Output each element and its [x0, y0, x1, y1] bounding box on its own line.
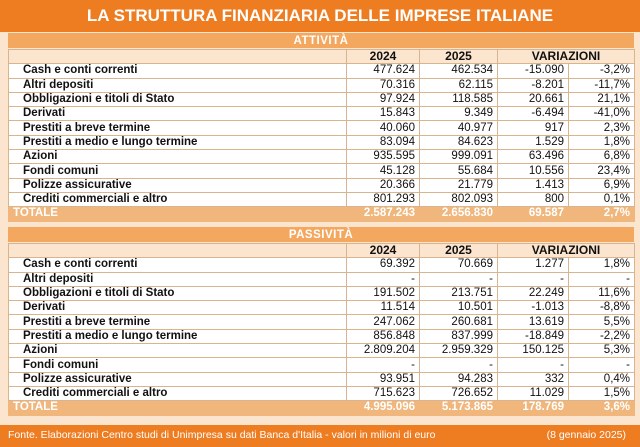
- table-row: [9, 64, 635, 78]
- row-label: Prestiti a medio e lungo termine: [9, 329, 347, 343]
- row-value: 70.316: [347, 78, 420, 92]
- section-band-attivita: ATTIVITÀ: [8, 33, 634, 48]
- row-label: Prestiti a breve termine: [9, 315, 347, 329]
- row-value: 800: [498, 192, 569, 206]
- row-value: 2.959.329: [420, 344, 498, 358]
- row-value: 15.843: [347, 107, 420, 121]
- table-row: [9, 301, 635, 315]
- row-value: 6,9%: [569, 178, 635, 192]
- row-value: -: [347, 272, 420, 286]
- table-row: [9, 258, 635, 272]
- row-label: Obbligazioni e titoli di Stato: [9, 92, 347, 106]
- row-value: 1,8%: [569, 135, 635, 149]
- section-band-passivita: PASSIVITÀ: [8, 227, 634, 242]
- row-value: 935.595: [347, 150, 420, 164]
- row-value: 247.062: [347, 315, 420, 329]
- header-variazioni: VARIAZIONI: [498, 244, 635, 258]
- table-row: [9, 315, 635, 329]
- row-value: 1,8%: [569, 258, 635, 272]
- page-title: LA STRUTTURA FINANZIARIA DELLE IMPRESE ITALIANE: [0, 0, 640, 32]
- table-row: [9, 107, 635, 121]
- header-row: [9, 50, 635, 64]
- row-value: 1.413: [498, 178, 569, 192]
- row-value: -: [347, 358, 420, 372]
- row-value: 191.502: [347, 286, 420, 300]
- header-year: 2024: [347, 50, 420, 64]
- row-value: -: [420, 272, 498, 286]
- row-value: 93.951: [347, 372, 420, 386]
- row-value: -8.201: [498, 78, 569, 92]
- row-value: -18.849: [498, 329, 569, 343]
- source-note: Fonte. Elaborazioni Centro studi di Unimpresa su dati Banca d'Italia - valori in milioni di euro: [8, 429, 436, 441]
- table-row: [9, 178, 635, 192]
- row-value: -2,2%: [569, 329, 635, 343]
- row-value: 40.977: [420, 121, 498, 135]
- row-value: -1.013: [498, 301, 569, 315]
- total-value: 2,7%: [569, 207, 635, 221]
- header-year: 2024: [347, 244, 420, 258]
- row-value: 260.681: [420, 315, 498, 329]
- row-value: 213.751: [420, 286, 498, 300]
- row-label: Derivati: [9, 107, 347, 121]
- table-row: [9, 135, 635, 149]
- total-row: [9, 401, 635, 415]
- row-label: Prestiti a medio e lungo termine: [9, 135, 347, 149]
- row-value: -3,2%: [569, 64, 635, 78]
- table-row: [9, 78, 635, 92]
- row-value: 999.091: [420, 150, 498, 164]
- row-value: 10.501: [420, 301, 498, 315]
- row-value: 45.128: [347, 164, 420, 178]
- header-blank: [9, 50, 347, 64]
- table-row: [9, 150, 635, 164]
- total-value: 2.656.830: [420, 207, 498, 221]
- row-value: 9.349: [420, 107, 498, 121]
- row-value: 0,4%: [569, 372, 635, 386]
- row-value: -41,0%: [569, 107, 635, 121]
- row-label: Azioni: [9, 150, 347, 164]
- row-label: Altri depositi: [9, 272, 347, 286]
- row-value: 10.556: [498, 164, 569, 178]
- row-value: 23,4%: [569, 164, 635, 178]
- table-passivita: [8, 243, 635, 416]
- row-value: 5,5%: [569, 315, 635, 329]
- row-value: 63.496: [498, 150, 569, 164]
- row-value: 5,3%: [569, 344, 635, 358]
- row-value: 1,5%: [569, 386, 635, 400]
- total-value: 5.173.865: [420, 401, 498, 415]
- total-row: [9, 207, 635, 221]
- row-value: -: [569, 272, 635, 286]
- row-value: 332: [498, 372, 569, 386]
- row-value: 83.094: [347, 135, 420, 149]
- table-row: [9, 272, 635, 286]
- table-row: [9, 329, 635, 343]
- row-value: -: [569, 358, 635, 372]
- header-row: [9, 244, 635, 258]
- publication-date: (8 gennaio 2025): [546, 429, 626, 441]
- row-label: Prestiti a breve termine: [9, 121, 347, 135]
- header-variazioni: VARIAZIONI: [498, 50, 635, 64]
- row-value: 40.060: [347, 121, 420, 135]
- table-row: [9, 344, 635, 358]
- total-value: 3,6%: [569, 401, 635, 415]
- row-value: 20.661: [498, 92, 569, 106]
- total-value: 2.587.243: [347, 207, 420, 221]
- row-value: -: [498, 272, 569, 286]
- row-label: Azioni: [9, 344, 347, 358]
- row-label: Altri depositi: [9, 78, 347, 92]
- table-row: [9, 164, 635, 178]
- table-row: [9, 386, 635, 400]
- table-row: [9, 358, 635, 372]
- row-label: Polizze assicurative: [9, 372, 347, 386]
- table-row: [9, 372, 635, 386]
- row-value: 917: [498, 121, 569, 135]
- row-value: 462.534: [420, 64, 498, 78]
- row-label: Cash e conti correnti: [9, 64, 347, 78]
- row-value: 84.623: [420, 135, 498, 149]
- row-value: -: [420, 358, 498, 372]
- row-value: 1.529: [498, 135, 569, 149]
- row-value: 13.619: [498, 315, 569, 329]
- row-value: 6,8%: [569, 150, 635, 164]
- table-row: [9, 121, 635, 135]
- header-year: 2025: [420, 244, 498, 258]
- total-value: 178.769: [498, 401, 569, 415]
- row-value: 20.366: [347, 178, 420, 192]
- row-value: -: [498, 358, 569, 372]
- row-value: 801.293: [347, 192, 420, 206]
- row-label: Crediti commerciali e altro: [9, 192, 347, 206]
- table-attivita: [8, 49, 635, 222]
- row-value: 150.125: [498, 344, 569, 358]
- row-value: 11.029: [498, 386, 569, 400]
- row-value: 21.779: [420, 178, 498, 192]
- row-label: Obbligazioni e titoli di Stato: [9, 286, 347, 300]
- row-label: Fondi comuni: [9, 164, 347, 178]
- row-value: 62.115: [420, 78, 498, 92]
- row-value: 2,3%: [569, 121, 635, 135]
- row-value: 118.585: [420, 92, 498, 106]
- row-value: 94.283: [420, 372, 498, 386]
- row-value: 715.623: [347, 386, 420, 400]
- total-label: TOTALE: [9, 207, 347, 221]
- row-value: 22.249: [498, 286, 569, 300]
- table-row: [9, 286, 635, 300]
- total-label: TOTALE: [9, 401, 347, 415]
- row-label: Polizze assicurative: [9, 178, 347, 192]
- row-label: Fondi comuni: [9, 358, 347, 372]
- row-value: -8,8%: [569, 301, 635, 315]
- footer: [0, 425, 640, 447]
- row-value: -15.090: [498, 64, 569, 78]
- row-value: 70.669: [420, 258, 498, 272]
- row-value: 726.652: [420, 386, 498, 400]
- table-row: [9, 92, 635, 106]
- row-value: 55.684: [420, 164, 498, 178]
- row-value: 1.277: [498, 258, 569, 272]
- header-year: 2025: [420, 50, 498, 64]
- row-value: 11.514: [347, 301, 420, 315]
- row-value: 69.392: [347, 258, 420, 272]
- header-blank: [9, 244, 347, 258]
- row-value: -11,7%: [569, 78, 635, 92]
- row-value: 802.093: [420, 192, 498, 206]
- row-value: 21,1%: [569, 92, 635, 106]
- row-value: 2.809.204: [347, 344, 420, 358]
- total-value: 69.587: [498, 207, 569, 221]
- row-label: Derivati: [9, 301, 347, 315]
- table-row: [9, 192, 635, 206]
- row-value: 856.848: [347, 329, 420, 343]
- row-value: 0,1%: [569, 192, 635, 206]
- row-label: Cash e conti correnti: [9, 258, 347, 272]
- row-value: 11,6%: [569, 286, 635, 300]
- total-value: 4.995.096: [347, 401, 420, 415]
- row-value: -6.494: [498, 107, 569, 121]
- row-label: Crediti commerciali e altro: [9, 386, 347, 400]
- row-value: 97.924: [347, 92, 420, 106]
- row-value: 837.999: [420, 329, 498, 343]
- row-value: 477.624: [347, 64, 420, 78]
